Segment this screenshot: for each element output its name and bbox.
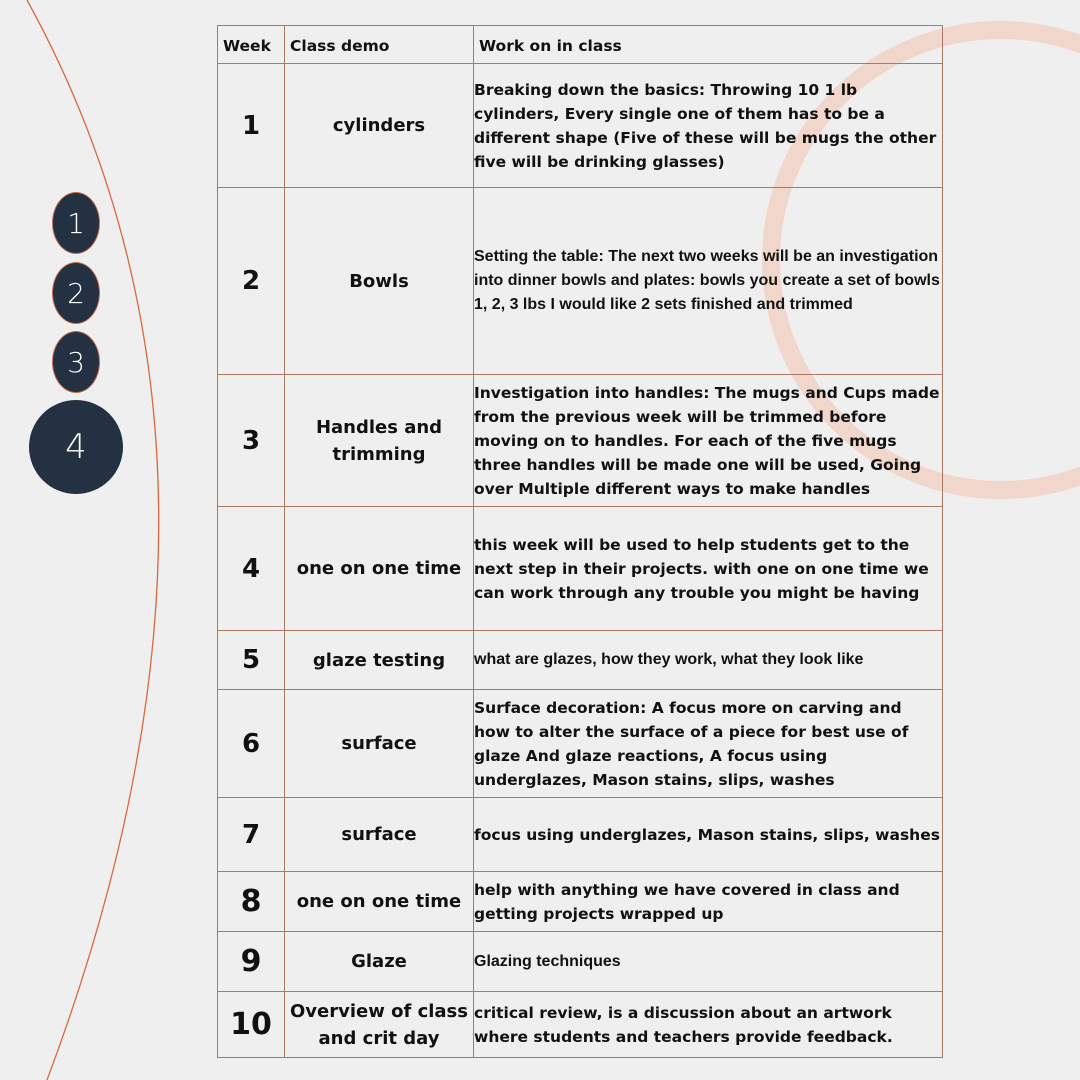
work-description: what are glazes, how they work, what they look like: [474, 631, 943, 690]
class-demo-cell: Overview of class and crit day: [285, 992, 474, 1058]
class-demo-cell: glaze testing: [285, 631, 474, 690]
work-description: Surface decoration: A focus more on carving and how to alter the surface of a piece for best use of glaze And glaze reactions, A focus using underglazes, Mason stains, slips, washes: [474, 690, 943, 798]
week-number: 2: [218, 188, 285, 375]
schedule-table: [217, 25, 943, 1058]
step-1-button[interactable]: 1: [52, 192, 100, 254]
work-description: this week will be used to help students get to the next step in their projects. with one on one time we can work through any trouble you might be having: [474, 507, 943, 631]
week-number: 5: [218, 631, 285, 690]
week-number: 1: [218, 64, 285, 188]
week-number: 4: [218, 507, 285, 631]
work-description: help with anything we have covered in class and getting projects wrapped up: [474, 872, 943, 932]
class-demo-cell: surface: [285, 690, 474, 798]
work-description: Setting the table: The next two weeks will be an investigation into dinner bowls and plates: bowls you create a set of bowls 1, 2, 3 lbs I would like 2 sets finished and trimmed: [474, 188, 943, 375]
step-2-button[interactable]: 2: [52, 262, 100, 324]
table-row: [218, 188, 943, 375]
week-number: 9: [218, 932, 285, 992]
work-description: Breaking down the basics: Throwing 10 1 lb cylinders, Every single one of them has to be a different shape (Five of these will be mugs the other five will be drinking glasses): [474, 64, 943, 188]
class-demo-cell: cylinders: [285, 64, 474, 188]
table-row: [218, 631, 943, 690]
week-number: 7: [218, 798, 285, 872]
table-row: [218, 507, 943, 631]
week-number: 6: [218, 690, 285, 798]
week-number: 10: [218, 992, 285, 1058]
week-number: 3: [218, 375, 285, 507]
decorative-arc-line: [27, 0, 159, 1080]
header-row: [218, 26, 943, 64]
week-number: 8: [218, 872, 285, 932]
class-demo-cell: Glaze: [285, 932, 474, 992]
work-description: Glazing techniques: [474, 932, 943, 992]
header-week: Week: [218, 26, 285, 64]
header-class-demo: Class demo: [285, 26, 474, 64]
class-demo-cell: surface: [285, 798, 474, 872]
class-demo-cell: Handles and trimming: [285, 375, 474, 507]
table-row: [218, 690, 943, 798]
class-demo-cell: one on one time: [285, 872, 474, 932]
class-demo-cell: one on one time: [285, 507, 474, 631]
table-row: [218, 932, 943, 992]
work-description: critical review, is a discussion about an artwork where students and teachers provide feedback.: [474, 992, 943, 1058]
class-demo-cell: Bowls: [285, 188, 474, 375]
work-description: Investigation into handles: The mugs and Cups made from the previous week will be trimmed before moving on to handles. For each of the five mugs three handles will be made one will be used, Going over Multiple different ways to make handles: [474, 375, 943, 507]
table-row: [218, 375, 943, 507]
table-row: [218, 64, 943, 188]
step-4-button-active[interactable]: 4: [29, 400, 123, 494]
step-3-button[interactable]: 3: [52, 331, 100, 393]
work-description: focus using underglazes, Mason stains, slips, washes: [474, 798, 943, 872]
table-row: [218, 798, 943, 872]
header-work-in-class: Work on in class: [474, 26, 943, 64]
table-row: [218, 872, 943, 932]
table-row: [218, 992, 943, 1058]
